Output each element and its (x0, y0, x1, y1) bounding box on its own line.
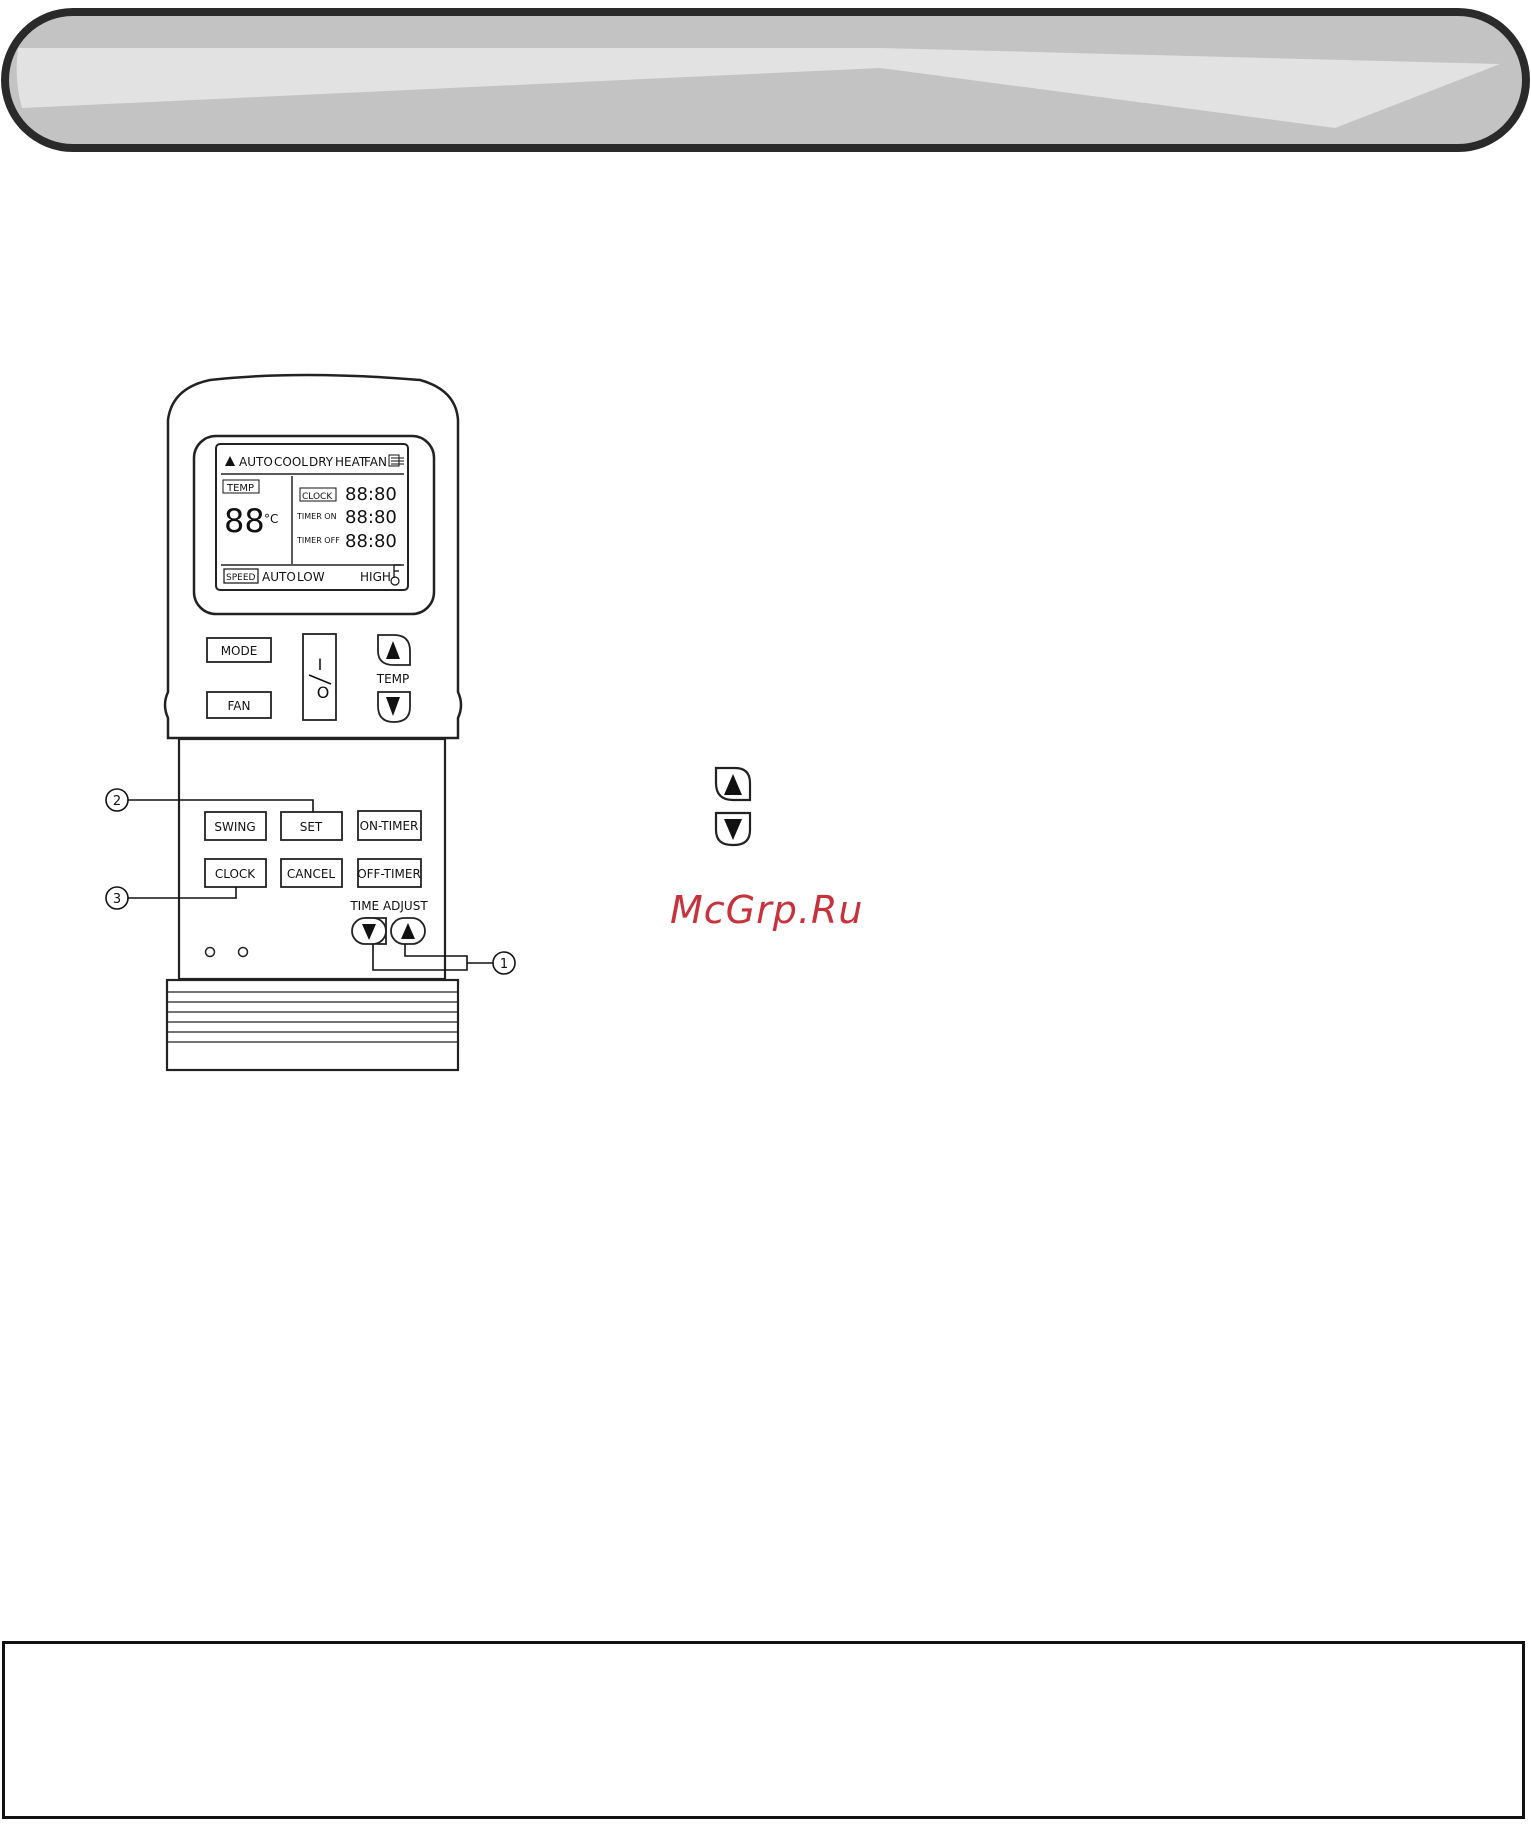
svg-text:I: I (317, 655, 323, 674)
lcd-mode-auto: AUTO (239, 455, 273, 469)
time-adjust-up-button[interactable] (391, 918, 425, 944)
svg-text:FAN: FAN (227, 699, 251, 713)
lcd-speed-low: LOW (297, 570, 325, 584)
svg-text:MODE: MODE (220, 644, 258, 658)
indicator-dot (239, 948, 248, 957)
temp-up-button[interactable] (378, 635, 410, 665)
clock-button[interactable] (205, 859, 266, 887)
svg-text:2: 2 (112, 794, 122, 809)
lcd-speed-label: SPEED (226, 573, 256, 583)
lcd-clock-label: CLOCK (302, 492, 333, 502)
time-adjust-down-button[interactable] (352, 918, 386, 944)
svg-text:ON-TIMER: ON-TIMER (359, 819, 419, 833)
power-button[interactable] (303, 634, 336, 720)
on-timer-button[interactable] (358, 811, 421, 840)
time-adjust-label: TIME ADJUST (350, 899, 428, 913)
lcd-temp-unit: °C (264, 512, 279, 526)
svg-text:1: 1 (499, 957, 509, 972)
lcd-mode-dry: DRY (309, 455, 334, 469)
temp-button-label: TEMP (376, 672, 410, 686)
lcd-clock-digits: 88:80 (345, 484, 397, 505)
lcd-mode-fan: FAN (364, 455, 387, 469)
lcd-speed-auto: AUTO (262, 570, 296, 584)
svg-text:OFF-TIMER: OFF-TIMER (357, 867, 421, 881)
svg-text:CLOCK: CLOCK (214, 867, 256, 881)
lcd-temp-digits: 88 (224, 502, 265, 540)
header-banner (0, 0, 1531, 160)
set-button[interactable] (281, 812, 342, 840)
lcd-timer-on-label: TIMER ON (297, 512, 337, 521)
lcd-mode-heat: HEAT (335, 455, 367, 469)
cancel-button[interactable] (281, 859, 342, 887)
lcd-timer-off-label: TIMER OFF (297, 536, 340, 545)
lcd-timer-off-digits: 88:80 (345, 531, 397, 552)
indicator-dot (206, 948, 215, 957)
remote-control-illustration (0, 370, 560, 1080)
temp-down-button[interactable] (378, 692, 410, 722)
note-box (2, 1641, 1525, 1819)
watermark: McGrp.Ru (670, 888, 864, 932)
mode-button[interactable] (207, 638, 271, 662)
lcd-mode-cool: COOL (274, 455, 308, 469)
fan-button[interactable] (207, 692, 271, 718)
lcd-temp-label: TEMP (227, 483, 255, 494)
lcd-speed-high: HIGH (360, 570, 391, 584)
svg-text:SWING: SWING (214, 820, 256, 834)
swing-button[interactable] (205, 812, 266, 840)
svg-text:SET: SET (299, 820, 323, 834)
svg-text:O: O (316, 683, 330, 702)
svg-text:CANCEL: CANCEL (286, 867, 336, 881)
battery-cover (167, 980, 458, 1070)
off-timer-button[interactable] (357, 859, 421, 887)
svg-text:3: 3 (112, 892, 122, 907)
lcd-timer-on-digits: 88:80 (345, 507, 397, 528)
inline-down-button-icon (713, 810, 753, 848)
inline-up-button-icon (713, 765, 753, 803)
